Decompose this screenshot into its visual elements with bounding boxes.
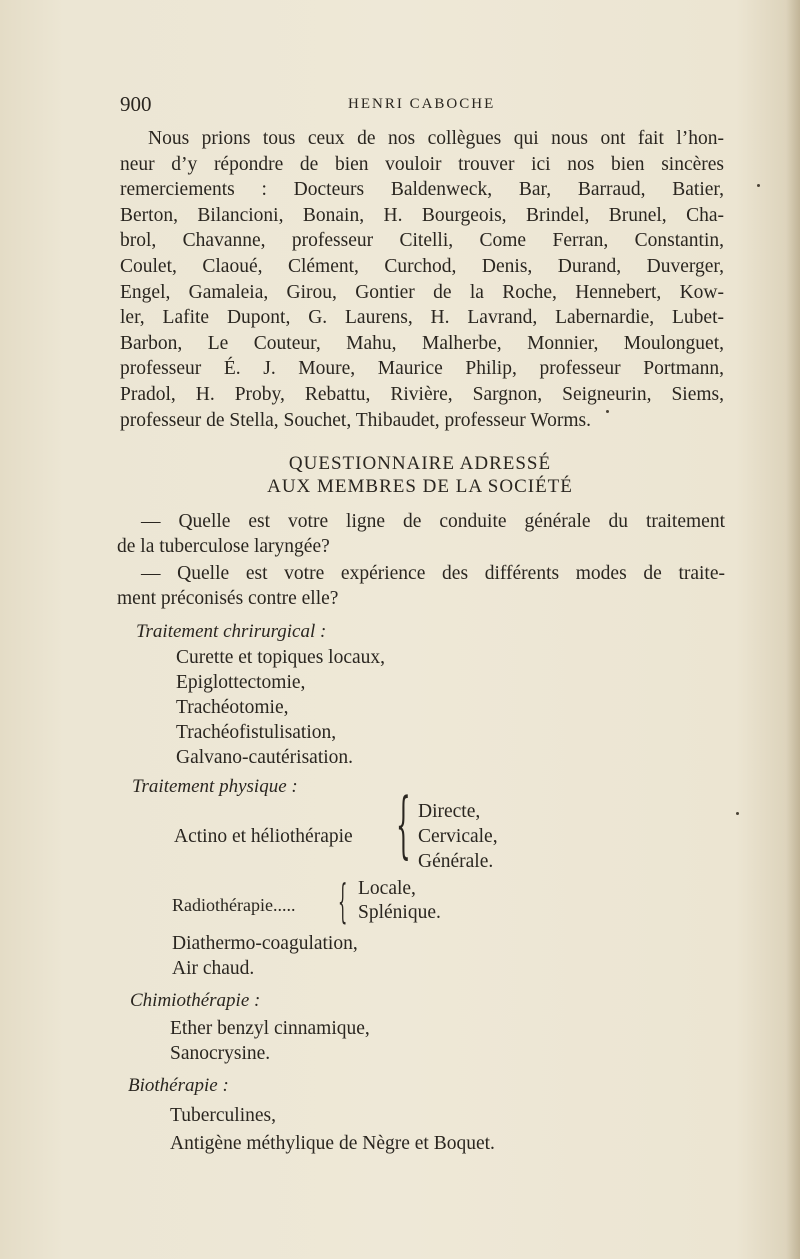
paragraph-line: ler, Lafite Dupont, G. Laurens, H. Lavrand, Labernardie, Lubet-	[120, 307, 724, 329]
actino-label: Actino et héliothérapie	[174, 826, 353, 847]
brace-symbol: {	[338, 874, 348, 928]
radio-option: Splénique.	[358, 902, 441, 923]
list-item: Sanocrysine.	[170, 1043, 271, 1064]
list-item: Trachéofistulisation,	[176, 722, 337, 743]
page-edge-shadow	[786, 0, 800, 1259]
list-item: Trachéotomie,	[176, 697, 289, 718]
section-heading-biotherapie: Biothérapie :	[128, 1075, 229, 1096]
running-head: HENRI CABOCHE	[348, 96, 496, 112]
acknowledgement-paragraph	[120, 126, 724, 433]
actino-option: Cervicale,	[418, 826, 498, 847]
question-line: — Quelle est votre expérience des différents modes de traite-	[141, 563, 725, 584]
paragraph-line: Berton, Bilancioni, Bonain, H. Bourgeois, Brindel, Brunel, Cha-	[120, 204, 724, 226]
actino-option: Générale.	[418, 851, 494, 872]
paragraph-line: Nous prions tous ceux de nos collègues qui nous ont fait l’hon-	[148, 128, 724, 149]
list-item: Ether benzyl cinnamique,	[170, 1018, 370, 1039]
questionnaire-title	[120, 452, 720, 498]
list-item: Tuberculines,	[170, 1105, 276, 1126]
list-item: Galvano-cautérisation.	[176, 747, 354, 768]
question-2	[117, 561, 725, 611]
list-item: Curette et topiques locaux,	[176, 647, 386, 668]
scan-speck	[757, 184, 760, 187]
actino-option: Directe,	[418, 801, 481, 822]
question-line: ment préconisés contre elle?	[117, 588, 339, 609]
radio-option: Locale,	[358, 878, 416, 899]
list-item: Air chaud.	[172, 958, 255, 979]
page-number: 900	[120, 92, 152, 116]
page-header	[120, 92, 720, 120]
paragraph-line: Coulet, Claoué, Clément, Curchod, Denis, Durand, Duverger,	[120, 255, 724, 277]
paragraph-line: brol, Chavanne, professeur Citelli, Come Ferran, Constantin,	[120, 230, 724, 252]
question-1	[117, 509, 725, 559]
section-heading-chirurgical: Traitement chrirurgical :	[136, 621, 327, 642]
question-line: de la tuberculose laryngée?	[117, 536, 330, 557]
paragraph-line: professeur de Stella, Souchet, Thibaudet, professeur Worms.	[120, 409, 592, 431]
scan-speck	[606, 410, 609, 413]
list-item: Diathermo-coagulation,	[172, 933, 358, 954]
brace-symbol: {	[396, 782, 411, 866]
questionnaire-title-line: AUX MEMBRES DE LA SOCIÉTÉ	[267, 476, 573, 497]
paragraph-line: Engel, Gamaleia, Girou, Gontier de la Roche, Hennebert, Kow-	[120, 281, 724, 303]
paragraph-line: remerciements : Docteurs Baldenweck, Bar, Barraud, Batier,	[120, 179, 724, 201]
list-item: Epiglottectomie,	[176, 672, 306, 693]
section-heading-chimiotherapie: Chimiothérapie :	[130, 990, 261, 1011]
paragraph-line: neur d’y répondre de bien vouloir trouver ici nos bien sincères	[120, 153, 724, 175]
paragraph-line: professeur É. J. Moure, Maurice Philip, professeur Portmann,	[120, 358, 724, 380]
paragraph-line: Pradol, H. Proby, Rebattu, Rivière, Sargnon, Seigneurin, Siems,	[120, 383, 724, 405]
paragraph-line: Barbon, Le Couteur, Mahu, Malherbe, Monnier, Moulonguet,	[120, 332, 724, 354]
radio-label: Radiothérapie.....	[172, 895, 296, 915]
questionnaire-title-line: QUESTIONNAIRE ADRESSÉ	[288, 453, 552, 474]
scan-speck	[736, 812, 739, 815]
question-line: — Quelle est votre ligne de conduite générale du traitement	[141, 511, 725, 532]
section-heading-physique: Traitement physique :	[132, 776, 298, 797]
list-item: Antigène méthylique de Nègre et Boquet.	[170, 1133, 495, 1154]
